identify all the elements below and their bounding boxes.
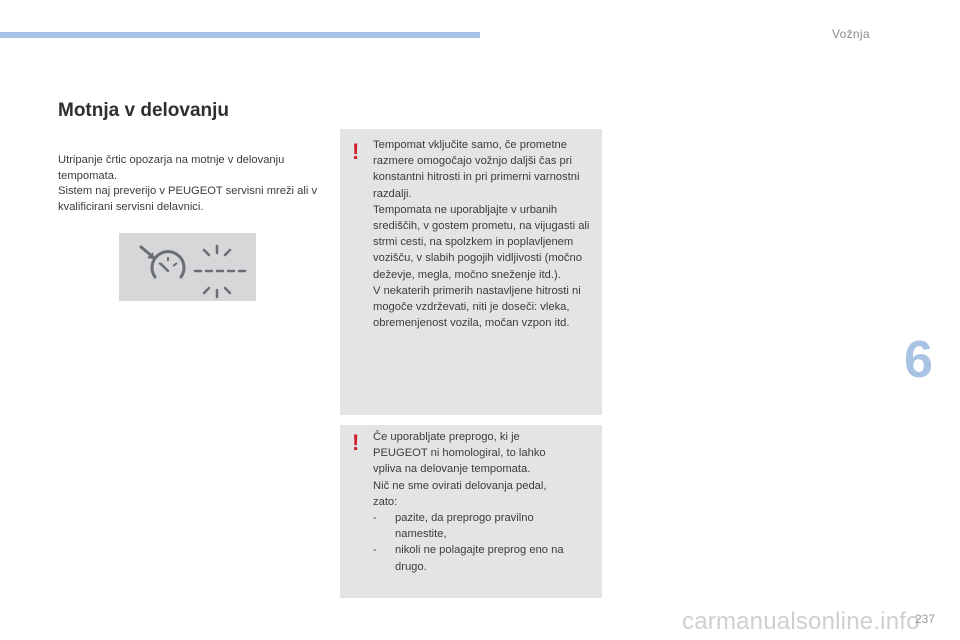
warning-exclamation-icon: ! [352,430,360,455]
page-number: 237 [915,612,936,626]
warning-paragraph: V nekaterih primerih nastavljene hitrosti ni mogoče vzdrževati, niti je doseči: vleka, obremenjenost vozila, močan vzpon itd. [373,284,581,330]
cruise-control-fault-illustration [119,233,256,301]
warning-text [373,429,573,575]
warning-text [373,137,595,331]
warning-box-cruise-usage [340,129,602,415]
header-accent-bar [0,32,480,38]
chapter-number: 6 [904,331,933,389]
blinking-dashes-icon [119,233,256,301]
warning-box-floor-mat [340,425,602,598]
intro-line: Utripanje črtic opozarja na motnje v delovanju tempomata. [58,154,285,182]
page-title: Motnja v delovanju [58,100,230,121]
warning-paragraph: Tempomata ne uporabljajte v urbanih središčih, v gostem prometu, na vijugasti ali strmi cesti, na spolzkem in poplavljenem vozišču, v slabih pogojih vidljivosti (močno deževje, megla, močno sneženje itd.). [373,203,590,281]
intro-text [58,153,330,215]
warning-paragraph: Nič ne sme ovirati delovanja pedal, zato: [373,479,547,508]
watermark: carmanualsonline.info [682,608,920,635]
warning-exclamation-icon: ! [352,139,360,164]
section-label: Vožnja [832,27,870,41]
warning-paragraph: Tempomat vključite samo, če prometne razmere omogočajo vožnjo daljši čas pri konstantni hitrosti in pri primerni varnostni razdalji. [373,139,580,200]
warning-list [373,510,573,575]
intro-line: Sistem naj preverijo v PEUGEOT servisni mreži ali v kvalificirani servisni delavnici. [58,185,318,213]
list-item: - pazite, da preprogo pravilno namestite, [373,512,534,541]
list-item: - nikoli ne polagajte preprog eno na drugo. [373,544,564,573]
warning-paragraph: Če uporabljate preprogo, ki je PEUGEOT ni homologiral, to lahko vpliva na delovanje tempomata. [373,431,546,476]
